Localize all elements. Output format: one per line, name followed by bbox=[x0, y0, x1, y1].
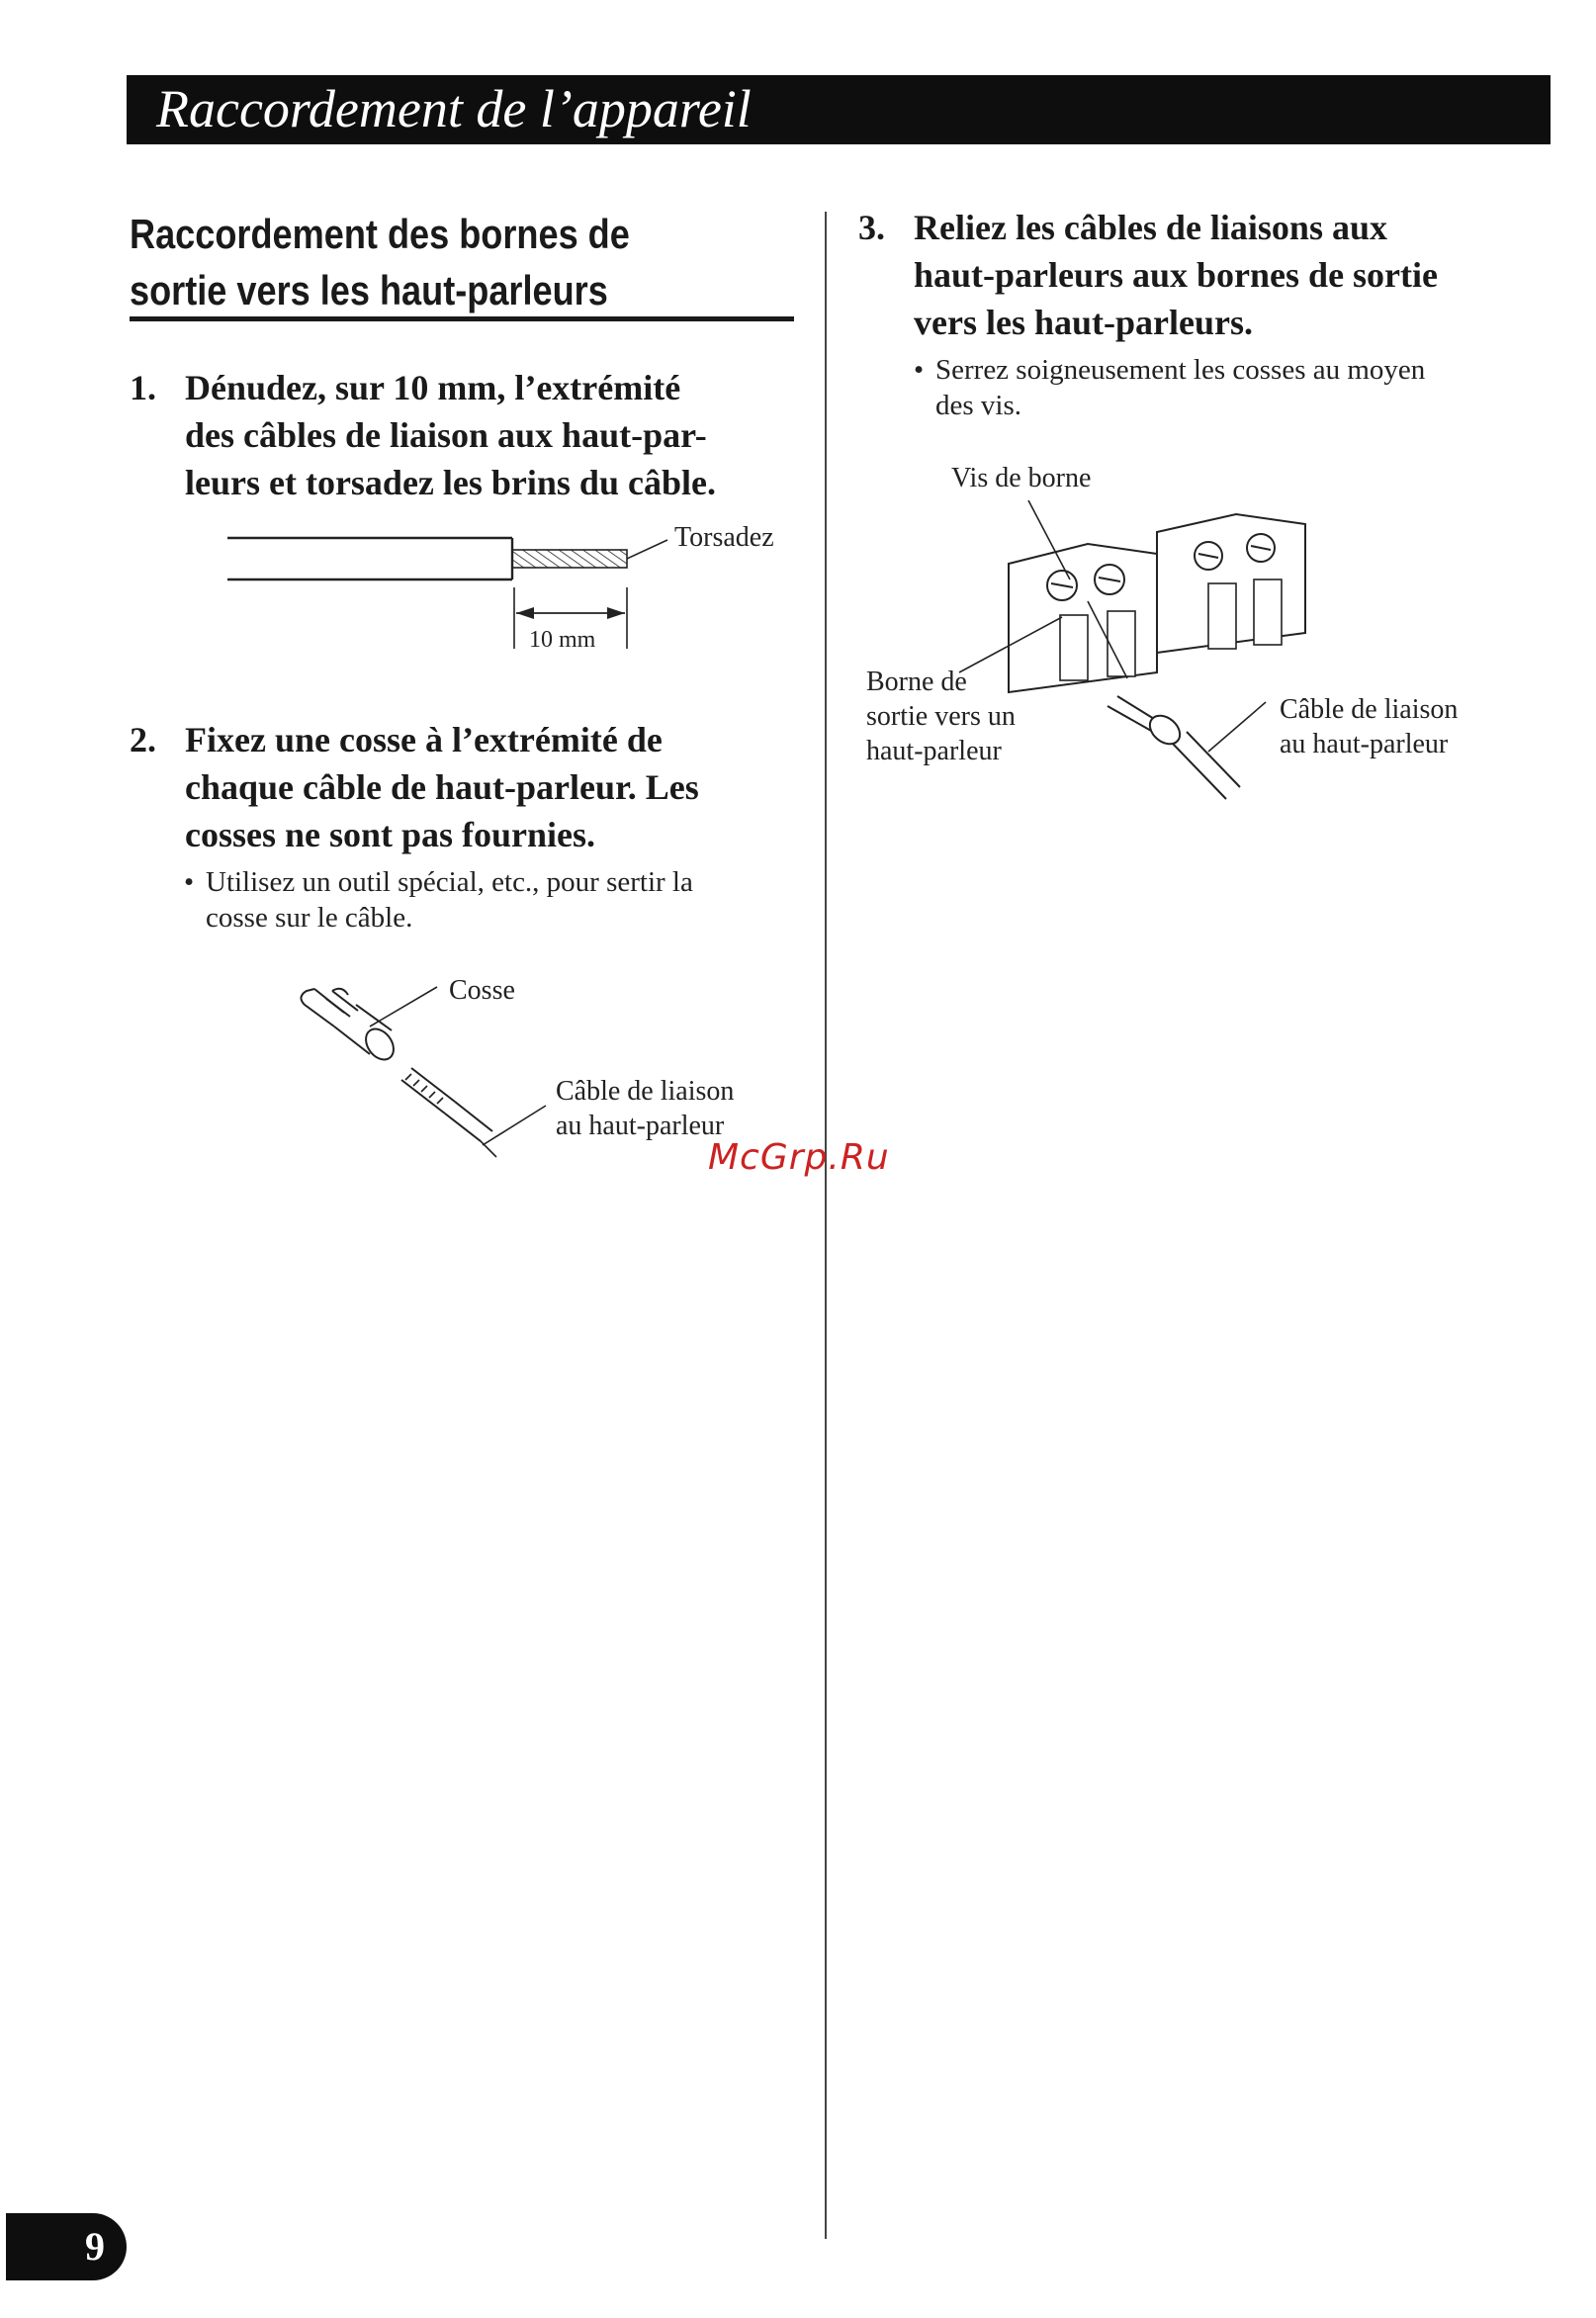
step-2-text bbox=[185, 716, 699, 858]
step-2-line-2: chaque câble de haut-parleur. Les bbox=[185, 767, 699, 807]
terminal-block-drawing bbox=[979, 485, 1493, 811]
step-3-line-3: vers les haut-parleurs. bbox=[914, 303, 1253, 342]
section-heading bbox=[130, 206, 701, 318]
watermark: McGrp.Ru bbox=[708, 1137, 890, 1178]
step-3-line-1: Reliez les câbles de liaisons aux bbox=[914, 208, 1387, 247]
cable-label-2-line-2: au haut-parleur bbox=[1280, 729, 1449, 759]
bullet-mark-3: • bbox=[914, 354, 925, 386]
step-3-bullet-line-2: des vis. bbox=[935, 390, 1021, 421]
step-1-number: 1. bbox=[130, 368, 156, 407]
page-number: 9 bbox=[85, 2224, 105, 2269]
cable-label-1-line-2: au haut-parleur bbox=[556, 1111, 725, 1141]
lug-label: Cosse bbox=[449, 975, 515, 1006]
step-3-number: 3. bbox=[858, 208, 885, 247]
twist-label: Torsadez bbox=[674, 522, 774, 553]
step-1-line-1: Dénudez, sur 10 mm, l’extrémité bbox=[185, 368, 681, 407]
section-heading-rule bbox=[130, 316, 794, 321]
cable-label-1 bbox=[556, 1074, 734, 1143]
step-1-line-3: leurs et torsadez les brins du câble. bbox=[185, 463, 716, 502]
screw-label: Vis de borne bbox=[951, 463, 1092, 493]
dimension-label: 10 mm bbox=[529, 627, 596, 653]
chapter-title: Raccordement de l’appareil bbox=[156, 79, 752, 138]
cable-label-2-line-1: Câble de liaison bbox=[1280, 694, 1459, 725]
step-3-bullet-line-1: Serrez soigneusement les cosses au moyen bbox=[935, 354, 1426, 386]
step-2 bbox=[130, 716, 802, 864]
step-1-text bbox=[185, 364, 716, 506]
page-number-badge bbox=[6, 2213, 127, 2280]
section-heading-line-1: Raccordement des bornes de bbox=[130, 211, 630, 257]
terminal-label-line-3: haut-parleur bbox=[866, 736, 1002, 766]
step-1 bbox=[130, 364, 802, 512]
terminal-label-line-2: sortie vers un bbox=[866, 701, 1016, 732]
step-3-bullet-text bbox=[935, 352, 1425, 423]
step-3 bbox=[858, 204, 1551, 352]
terminal-label-line-1: Borne de bbox=[866, 667, 967, 697]
terminal-label bbox=[866, 665, 1016, 768]
step-1-line-2: des câbles de liaison aux haut-par- bbox=[185, 415, 707, 455]
chapter-header-bar bbox=[127, 75, 1551, 144]
step-2-line-3: cosses ne sont pas fournies. bbox=[185, 815, 596, 854]
step-3-text bbox=[914, 204, 1438, 346]
stripped-wire-drawing bbox=[218, 514, 910, 692]
step-3-bullet bbox=[914, 352, 1547, 427]
step-2-number: 2. bbox=[130, 720, 156, 759]
cable-label-2 bbox=[1280, 692, 1458, 761]
cable-label-1-line-1: Câble de liaison bbox=[556, 1076, 735, 1107]
step-2-bullet bbox=[184, 864, 797, 939]
step-2-bullet-text bbox=[206, 864, 693, 936]
step-2-line-1: Fixez une cosse à l’extrémité de bbox=[185, 720, 663, 759]
step-2-bullet-line-2: cosse sur le câble. bbox=[206, 902, 413, 934]
section-heading-line-2: sortie vers les haut-parleurs bbox=[130, 267, 608, 313]
step-2-bullet-line-1: Utilisez un outil spécial, etc., pour sertir la bbox=[206, 866, 693, 898]
step-3-line-2: haut-parleurs aux bornes de sortie bbox=[914, 255, 1438, 295]
bullet-mark: • bbox=[184, 866, 195, 898]
